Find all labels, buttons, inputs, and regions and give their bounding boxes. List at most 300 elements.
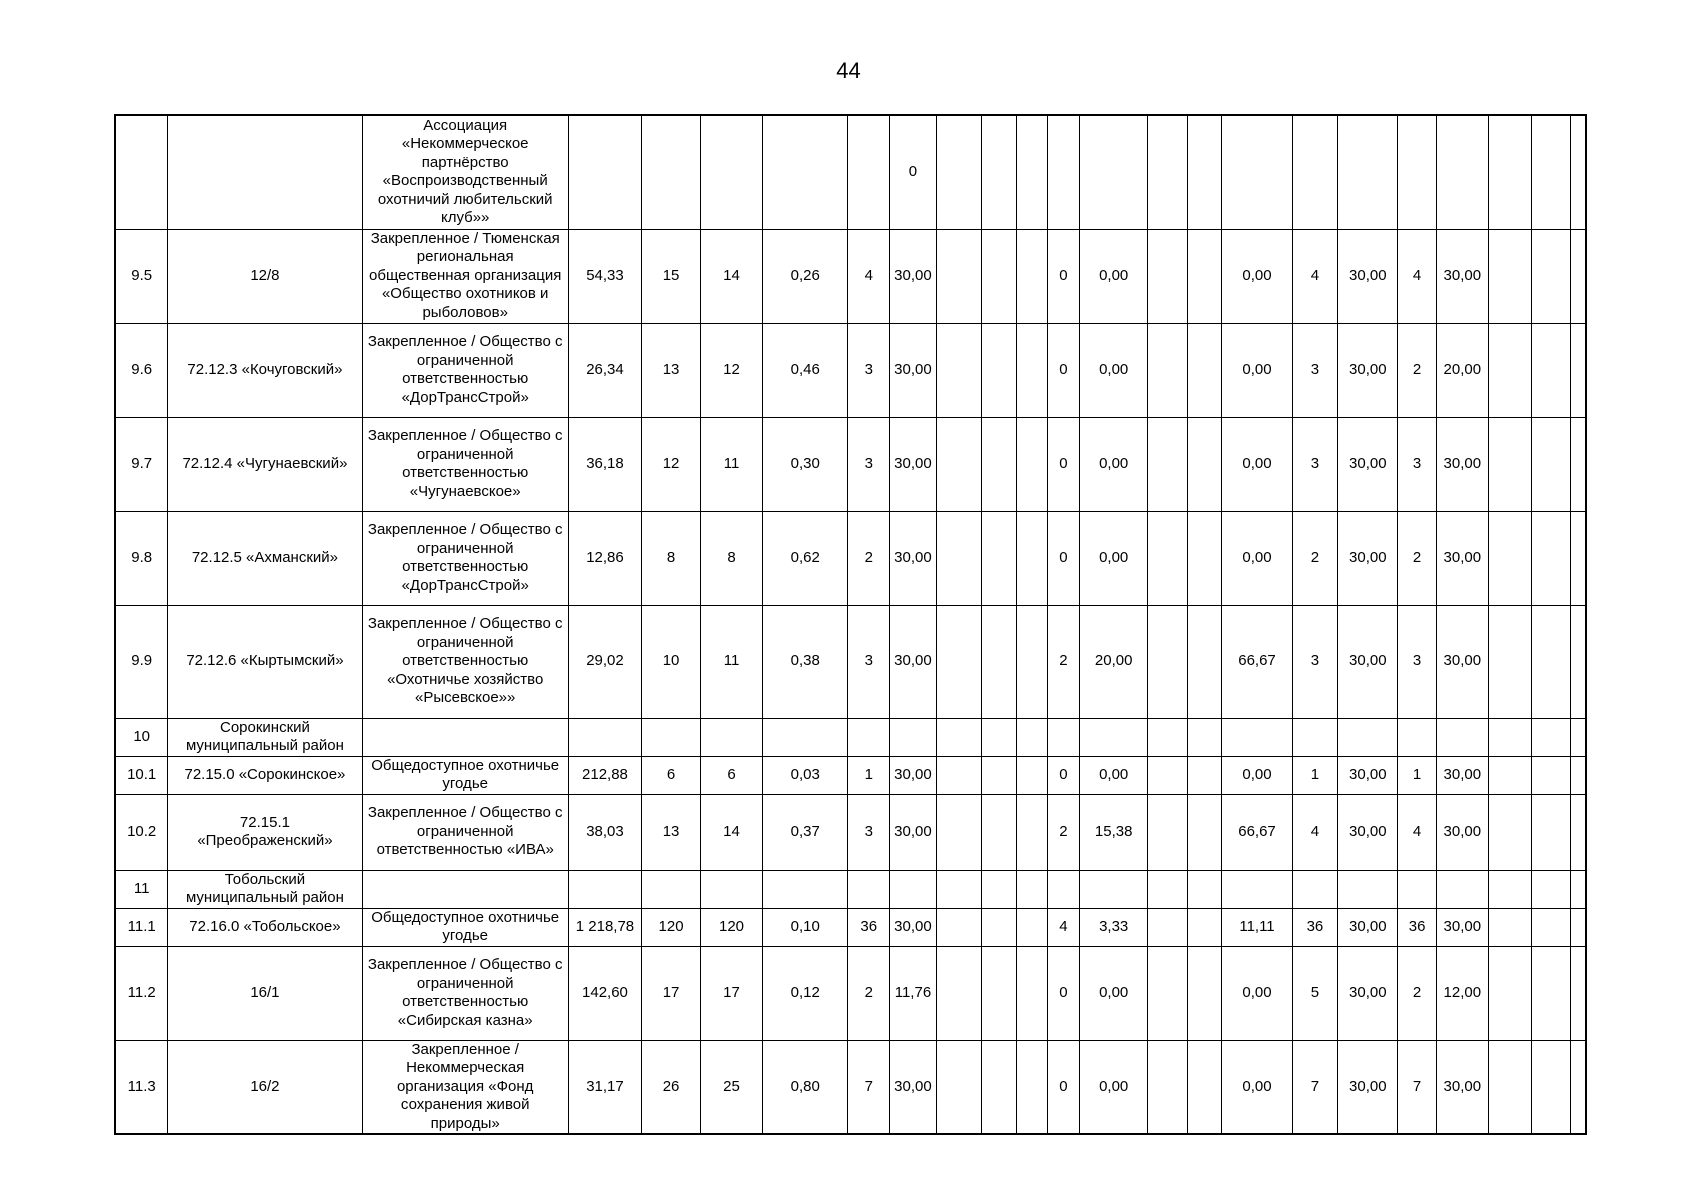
table-cell [936,605,981,718]
table-cell [981,794,1017,870]
table-cell [1436,870,1488,908]
table-cell: 30,00 [1338,229,1398,323]
table-cell [1571,1040,1586,1134]
table-cell [1017,908,1047,946]
table-cell: Сорокинский муниципальный район [168,718,362,756]
table-cell: 30,00 [1338,605,1398,718]
table-cell: 4 [1398,229,1437,323]
table-cell [1148,794,1188,870]
table-cell [981,511,1017,605]
table-cell: 72.12.5 «Ахманский» [168,511,362,605]
table-cell: 30,00 [890,1040,937,1134]
table-cell [1080,115,1148,229]
table-cell [1571,511,1586,605]
table-cell: 30,00 [1436,229,1488,323]
table-cell: 29,02 [568,605,641,718]
table-cell [1532,229,1571,323]
table-cell: 0,80 [763,1040,848,1134]
table-cell [890,870,937,908]
table-row [115,718,1586,756]
table-cell [848,115,890,229]
table-cell: 30,00 [1338,946,1398,1040]
table-cell: 9.6 [115,323,168,417]
table-cell: 30,00 [890,908,937,946]
table-cell: 2 [1047,605,1080,718]
table-cell [1488,417,1532,511]
table-cell [1532,605,1571,718]
table-cell [1148,229,1188,323]
table-cell: 0,00 [1222,511,1292,605]
table-cell: 3 [848,605,890,718]
table-cell [981,718,1017,756]
table-cell: 11,76 [890,946,937,1040]
table-cell: 20,00 [1436,323,1488,417]
table-cell: 11 [115,870,168,908]
table-cell: 0,00 [1080,323,1148,417]
table-cell: 11 [701,417,763,511]
table-cell [1338,718,1398,756]
table-cell: 0 [1047,417,1080,511]
table-cell: Закрепленное / Общество с ограниченной ответственностью «Чугунаевское» [362,417,568,511]
table-cell [981,229,1017,323]
table-cell [1017,605,1047,718]
table-cell: 1 [1292,756,1338,794]
table-cell: 11,11 [1222,908,1292,946]
table-cell [1047,115,1080,229]
table-row [115,908,1586,946]
table-cell: 4 [1398,794,1437,870]
table-cell: 9.9 [115,605,168,718]
table-cell: 10 [115,718,168,756]
table-cell: 1 [1398,756,1437,794]
table-cell [1222,115,1292,229]
table-cell [1148,718,1188,756]
table-cell [936,794,981,870]
table-cell: Закрепленное / Общество с ограниченной ответственностью «Сибирская казна» [362,946,568,1040]
table-cell: 30,00 [1338,794,1398,870]
table-cell [1398,718,1437,756]
table-cell: 0,00 [1080,1040,1148,1134]
table-cell [1047,718,1080,756]
table-cell: 1 [848,756,890,794]
table-cell [981,756,1017,794]
table-row [115,1040,1586,1134]
table-cell: 142,60 [568,946,641,1040]
table-row [115,511,1586,605]
table-cell: 66,67 [1222,605,1292,718]
table-cell: 30,00 [1436,1040,1488,1134]
table-cell [1017,870,1047,908]
table-cell [848,870,890,908]
table-cell: 30,00 [890,229,937,323]
table-cell: 0 [1047,229,1080,323]
table-cell: 6 [701,756,763,794]
table-cell [981,946,1017,1040]
table-cell [936,908,981,946]
table-cell [642,718,701,756]
table-cell: 30,00 [890,605,937,718]
table-cell: 66,67 [1222,794,1292,870]
table-cell: 30,00 [1436,511,1488,605]
table-cell: 3 [1398,605,1437,718]
table-cell [1292,115,1338,229]
table-cell [1571,417,1586,511]
table-cell: 3 [848,323,890,417]
table-cell [1187,115,1222,229]
table-cell: 3 [1292,605,1338,718]
table-cell [936,115,981,229]
table-cell: 4 [848,229,890,323]
table-cell: 0,00 [1222,756,1292,794]
table-cell: 16/1 [168,946,362,1040]
table-cell [981,605,1017,718]
table-cell: 8 [642,511,701,605]
table-cell: Общедоступное охотничье угодье [362,908,568,946]
table-cell: 26 [642,1040,701,1134]
table-cell: 0,00 [1080,229,1148,323]
table-cell [1017,718,1047,756]
table-cell: 30,00 [890,417,937,511]
table-row [115,323,1586,417]
table-row [115,605,1586,718]
table-row [115,115,1586,229]
table-cell: 38,03 [568,794,641,870]
table-cell: 72.12.4 «Чугунаевский» [168,417,362,511]
table-cell [848,718,890,756]
table-cell [763,718,848,756]
table-cell: 30,00 [1436,794,1488,870]
table-cell [936,870,981,908]
table-cell: 0 [1047,323,1080,417]
table-cell: 36 [848,908,890,946]
table-cell [642,870,701,908]
table-cell: 12 [701,323,763,417]
table-cell [1532,718,1571,756]
table-cell: 7 [1398,1040,1437,1134]
table-cell: 3 [1398,417,1437,511]
table-cell: 2 [1398,511,1437,605]
table-cell: 0,46 [763,323,848,417]
table-cell [362,718,568,756]
table-cell: 0,00 [1222,417,1292,511]
table-cell [1148,946,1188,1040]
table-cell: 12/8 [168,229,362,323]
table-cell: 36 [1398,908,1437,946]
table-cell: 30,00 [1436,908,1488,946]
table-cell [1338,870,1398,908]
table-cell: Закрепленное / Некоммерческая организация «Фонд сохранения живой природы» [362,1040,568,1134]
table-cell [1148,323,1188,417]
table-cell: Закрепленное / Тюменская региональная общественная организация «Общество охотников и рыболовов» [362,229,568,323]
table-cell: 54,33 [568,229,641,323]
table-cell: 0,26 [763,229,848,323]
table-cell [1571,229,1586,323]
table-cell: 0 [1047,511,1080,605]
table-cell: 11.1 [115,908,168,946]
table-cell [981,870,1017,908]
table-cell: 3 [1292,323,1338,417]
table-cell: 16/2 [168,1040,362,1134]
table-cell [1187,605,1222,718]
table-cell [1187,946,1222,1040]
table-cell: 0 [890,115,937,229]
table-cell: 11 [701,605,763,718]
table-cell: 0,00 [1222,1040,1292,1134]
table-cell [1436,115,1488,229]
table-cell: 0,03 [763,756,848,794]
table-cell [1222,870,1292,908]
table-cell [1187,870,1222,908]
table-cell [936,417,981,511]
table-cell: 72.12.6 «Кыртымский» [168,605,362,718]
table-cell: 5 [1292,946,1338,1040]
table-cell [701,718,763,756]
table-cell [1148,511,1188,605]
table-cell: 0,00 [1080,756,1148,794]
table-cell: 2 [1292,511,1338,605]
table-row [115,229,1586,323]
table-cell: 26,34 [568,323,641,417]
table-cell [1571,115,1586,229]
table-cell: 13 [642,794,701,870]
table-cell [1532,794,1571,870]
table-cell [1398,870,1437,908]
table-cell [1488,605,1532,718]
table-cell: 17 [642,946,701,1040]
table-cell: 0,00 [1222,323,1292,417]
table-cell: Закрепленное / Общество с ограниченной ответственностью «ДорТрансСтрой» [362,323,568,417]
table-cell [1187,794,1222,870]
table-cell [1187,1040,1222,1134]
table-cell: 10 [642,605,701,718]
table-cell [1571,946,1586,1040]
table-cell: 20,00 [1080,605,1148,718]
table-cell: 0,30 [763,417,848,511]
table-cell: 72.16.0 «Тобольское» [168,908,362,946]
table-cell: 30,00 [1436,756,1488,794]
table-cell [936,756,981,794]
table-cell [1488,115,1532,229]
table-cell [1571,756,1586,794]
table-cell [981,417,1017,511]
table-cell [1017,1040,1047,1134]
table-cell: Закрепленное / Общество с ограниченной ответственностью «Охотничье хозяйство «Рысевское»» [362,605,568,718]
table-cell [1187,417,1222,511]
table-cell: 30,00 [1338,756,1398,794]
table-cell [1148,115,1188,229]
table-cell: 0,00 [1080,946,1148,1040]
table-cell: 30,00 [1338,908,1398,946]
table-cell [981,908,1017,946]
table-cell [1488,323,1532,417]
table-cell [1148,756,1188,794]
table-cell: 72.12.3 «Кочуговский» [168,323,362,417]
table-cell: 0,10 [763,908,848,946]
table-cell [936,511,981,605]
table-cell: 4 [1292,794,1338,870]
table-cell: 15,38 [1080,794,1148,870]
table-cell: 30,00 [1436,605,1488,718]
table-cell [936,946,981,1040]
table-cell [1187,229,1222,323]
table-cell: 30,00 [890,323,937,417]
table-cell [1017,756,1047,794]
table-cell [1571,605,1586,718]
table-cell: 6 [642,756,701,794]
table-cell: 12,86 [568,511,641,605]
table-cell: 13 [642,323,701,417]
table-cell [1488,908,1532,946]
table-cell [1398,115,1437,229]
table-cell: 8 [701,511,763,605]
table-cell: 36 [1292,908,1338,946]
table-cell [1488,511,1532,605]
table-row [115,756,1586,794]
table-cell [1148,870,1188,908]
table-cell: 120 [642,908,701,946]
table-cell: 30,00 [1338,1040,1398,1134]
table-cell [1148,1040,1188,1134]
table-cell [936,229,981,323]
table-cell: 2 [1398,946,1437,1040]
table-cell: 7 [848,1040,890,1134]
table-cell [936,1040,981,1134]
table-cell [1148,908,1188,946]
table-cell [936,718,981,756]
table-cell [1571,323,1586,417]
table-cell: 30,00 [890,511,937,605]
table-cell [981,115,1017,229]
table-row [115,946,1586,1040]
table-cell: 10.1 [115,756,168,794]
table-cell: 0,37 [763,794,848,870]
table-cell: Тобольский муниципальный район [168,870,362,908]
table-cell: 3 [848,417,890,511]
table-cell: 3,33 [1080,908,1148,946]
table-cell: 0,62 [763,511,848,605]
table-cell [1080,718,1148,756]
table-cell: Ассоциация «Некоммерческое партнёрство «Воспроизводственный охотничий любительский клуб»» [362,115,568,229]
table-cell [1488,794,1532,870]
table-cell [1222,718,1292,756]
table-cell [1017,323,1047,417]
table-cell: 0,38 [763,605,848,718]
table-cell [1532,870,1571,908]
table-cell [1532,1040,1571,1134]
table-cell [1532,511,1571,605]
table-cell [642,115,701,229]
table-cell: 11.2 [115,946,168,1040]
table-cell [568,115,641,229]
table-cell: 12,00 [1436,946,1488,1040]
table-cell: 10.2 [115,794,168,870]
table-cell [763,115,848,229]
table-row [115,870,1586,908]
table-cell: 15 [642,229,701,323]
table-cell [701,115,763,229]
table-cell [1488,870,1532,908]
table-cell [1571,908,1586,946]
table-cell: 72.15.0 «Сорокинское» [168,756,362,794]
table-cell: 30,00 [890,756,937,794]
table-cell [1017,946,1047,1040]
table-cell [1017,511,1047,605]
table-row [115,794,1586,870]
table-cell: 14 [701,229,763,323]
table-cell [981,323,1017,417]
table-cell [115,115,168,229]
table-cell: 2 [848,511,890,605]
table-cell [1488,229,1532,323]
table-cell: 30,00 [1436,417,1488,511]
table-cell [1187,756,1222,794]
table-cell [1017,115,1047,229]
table-cell [1187,323,1222,417]
table-cell [568,870,641,908]
table-cell [1488,1040,1532,1134]
table-cell [1488,946,1532,1040]
table-cell [1187,718,1222,756]
table-cell [1187,511,1222,605]
table-cell: 7 [1292,1040,1338,1134]
table-cell [568,718,641,756]
table-cell: 72.15.1 «Преображенский» [168,794,362,870]
table-cell [890,718,937,756]
table-cell: 0 [1047,756,1080,794]
table-cell: 30,00 [1338,417,1398,511]
table-cell [362,870,568,908]
table-cell [1047,870,1080,908]
table-cell: Закрепленное / Общество с ограниченной ответственностью «ДорТрансСтрой» [362,511,568,605]
table-cell: 9.5 [115,229,168,323]
table-cell: Закрепленное / Общество с ограниченной ответственностью «ИВА» [362,794,568,870]
table-cell [1148,605,1188,718]
table-cell: 3 [1292,417,1338,511]
table-cell [1532,115,1571,229]
table-cell: 30,00 [890,794,937,870]
table-cell [701,870,763,908]
table-cell [1436,718,1488,756]
table-cell [1338,115,1398,229]
table-cell: Общедоступное охотничье угодье [362,756,568,794]
table-cell [1017,794,1047,870]
table-cell: 0,00 [1222,229,1292,323]
table-cell [763,870,848,908]
table-cell: 0 [1047,946,1080,1040]
table-cell [1488,756,1532,794]
table-cell: 0,12 [763,946,848,1040]
table-cell: 17 [701,946,763,1040]
table-cell: 9.8 [115,511,168,605]
table-cell: 0 [1047,1040,1080,1134]
table-cell [1532,417,1571,511]
table-cell: 9.7 [115,417,168,511]
table-cell [981,1040,1017,1134]
table-cell [168,115,362,229]
table-cell [1488,718,1532,756]
table-cell [1017,417,1047,511]
table-cell: 2 [1047,794,1080,870]
hunting-grounds-table [114,114,1587,1135]
table-cell: 36,18 [568,417,641,511]
table-cell [1292,718,1338,756]
table-cell: 2 [848,946,890,1040]
table-cell [1148,417,1188,511]
table-cell [1571,870,1586,908]
table-cell: 3 [848,794,890,870]
table-cell [1571,718,1586,756]
table-cell: 30,00 [1338,511,1398,605]
